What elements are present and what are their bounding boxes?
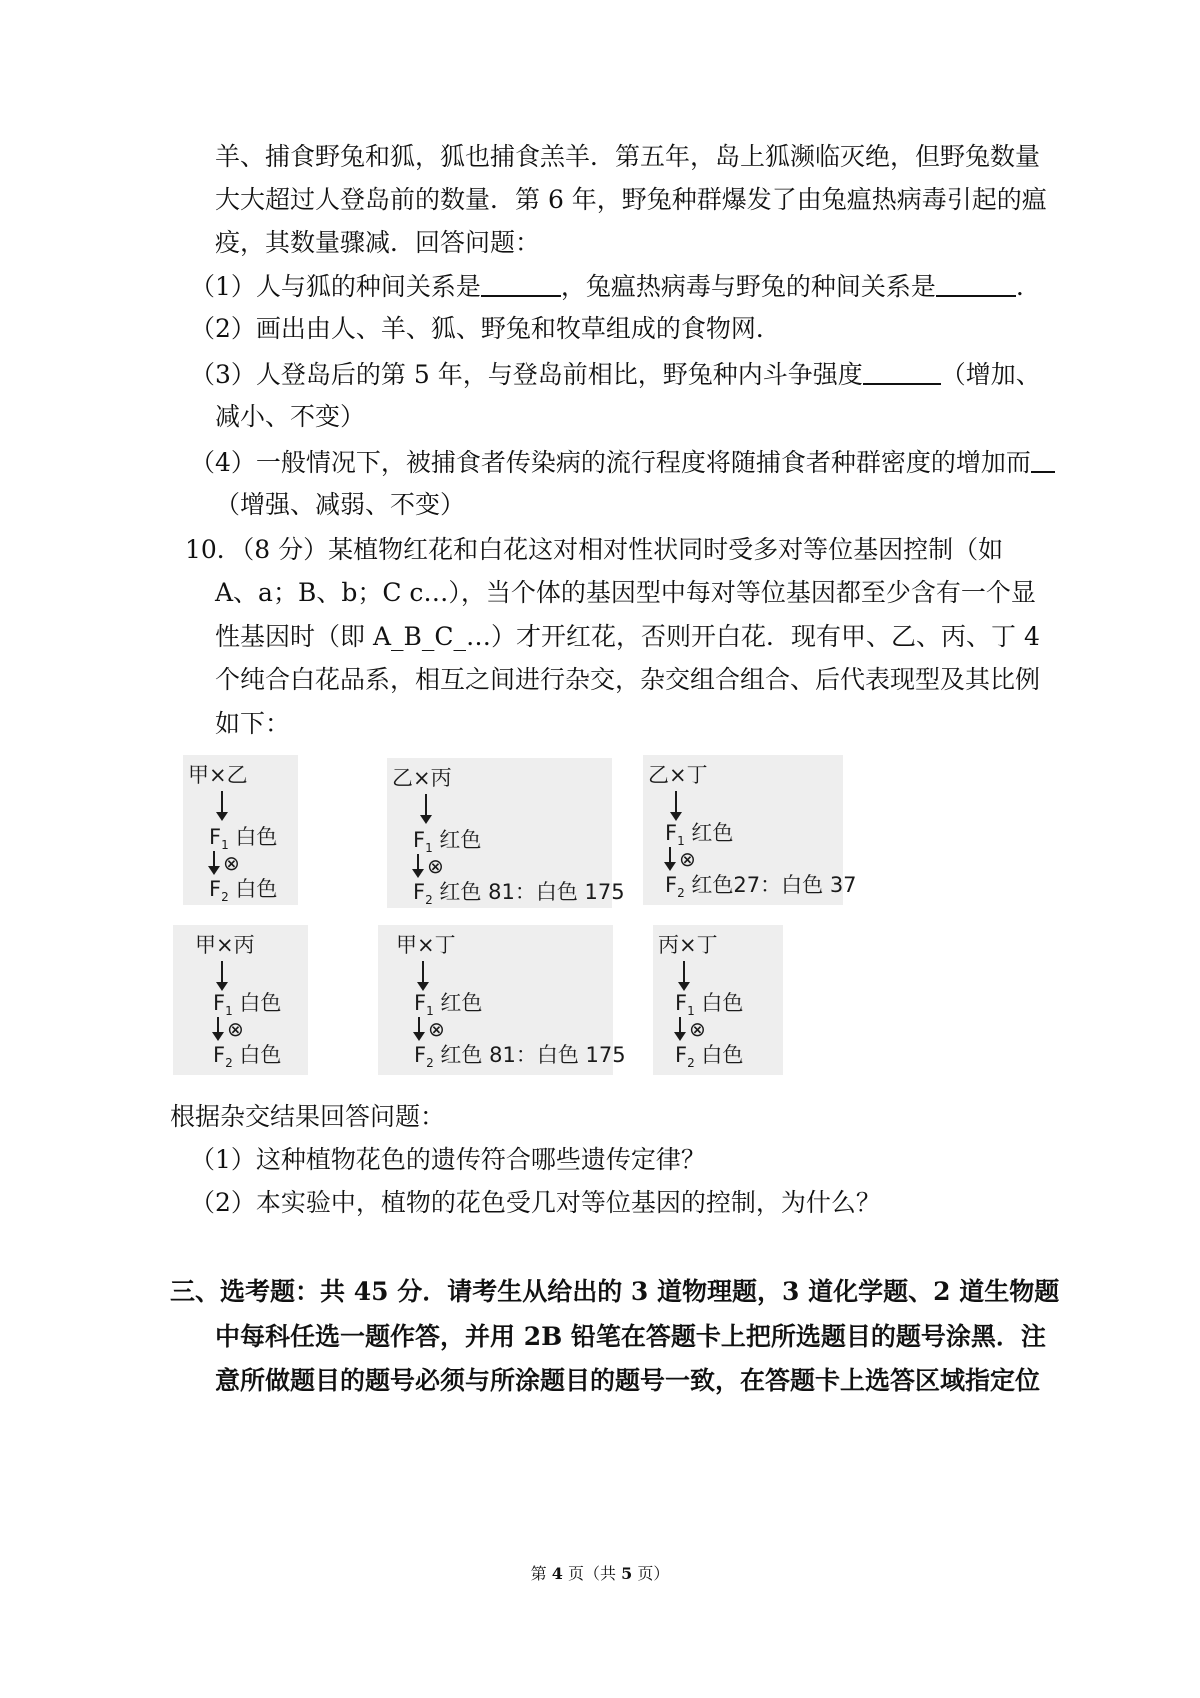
arrow-down-icon <box>417 854 419 874</box>
arrow-down-icon <box>683 961 685 987</box>
page-footer: 第 4 页（共 5 页） <box>530 1564 670 1583</box>
f2-result: $F_2$ 白色 <box>209 877 278 905</box>
q10-line-2: A、a；B、b；C c…），当个体的基因型中每对等位基因都至少含有一个显 <box>215 578 1036 607</box>
cross-parents: 乙×丙 <box>392 766 452 790</box>
q10-line-5: 如下： <box>215 709 291 738</box>
cross-diagram <box>173 925 308 1075</box>
q9-part-3-cont: 减小、不变） <box>215 402 366 431</box>
cross-diagram <box>387 758 625 908</box>
cross-diagram <box>183 755 298 905</box>
arrow-down-icon <box>425 794 427 820</box>
self-cross-icon: ⊗ <box>223 851 240 875</box>
cross-parents: 甲×乙 <box>188 763 248 787</box>
cross-parents: 甲×丁 <box>396 933 456 957</box>
arrow-down-icon <box>213 851 215 871</box>
q10-part-1: （1）这种植物花色的遗传符合哪些遗传定律？ <box>190 1145 706 1174</box>
intro-line-3: 疫，其数量骤减．回答问题： <box>215 228 541 257</box>
f1-result: $F_1$ 红色 <box>665 821 734 849</box>
arrow-down-icon <box>669 847 671 867</box>
arrow-down-icon <box>422 961 424 987</box>
page-total: 5 <box>621 1564 633 1583</box>
answer-blank[interactable] <box>863 357 941 385</box>
q10-prompt: 根据杂交结果回答问题： <box>170 1102 446 1131</box>
section3-line-2: 中每科任选一题作答，并用 2B 铅笔在答题卡上把所选题目的题号涂黑．注 <box>215 1322 1046 1351</box>
f1-result: $F_1$ 白色 <box>213 991 282 1019</box>
cross-diagram <box>378 925 626 1075</box>
f2-result: $F_2$ 红色 81：白色 175 <box>414 1043 626 1071</box>
q10-part-2: （2）本实验中，植物的花色受几对等位基因的控制，为什么？ <box>190 1188 881 1217</box>
self-cross-icon: ⊗ <box>427 854 444 878</box>
arrow-down-icon <box>675 791 677 817</box>
f2-result: $F_2$ 红色 81：白色 175 <box>413 880 625 908</box>
f1-result: $F_1$ 白色 <box>209 825 278 853</box>
self-cross-icon: ⊗ <box>679 847 696 871</box>
q10-line-3: 性基因时（即 A_B_C_…）才开红花，否则开白花．现有甲、乙、丙、丁 4 <box>215 622 1040 651</box>
arrow-down-icon <box>221 961 223 987</box>
answer-blank[interactable] <box>481 269 561 297</box>
cross-parents: 乙×丁 <box>648 763 708 787</box>
self-cross-icon: ⊗ <box>428 1017 445 1041</box>
self-cross-icon: ⊗ <box>689 1017 706 1041</box>
f2-result: $F_2$ 白色 <box>675 1043 744 1071</box>
cross-diagram <box>643 755 857 905</box>
page-number: 4 <box>551 1564 563 1583</box>
q9-part-4: （4）一般情况下，被捕食者传染病的流行程度将随捕食者种群密度的增加而 <box>190 445 1055 480</box>
f2-result: $F_2$ 白色 <box>213 1043 282 1071</box>
q9-part-1: （1）人与狐的种间关系是 ，兔瘟热病毒与野兔的种间关系是 ． <box>190 269 1041 304</box>
q10-line-4: 个纯合白花品系，相互之间进行杂交，杂交组合组合、后代表现型及其比例 <box>215 665 1041 694</box>
cross-parents: 甲×丙 <box>195 933 255 957</box>
cross-diagram <box>653 925 783 1075</box>
intro-line-2: 大大超过人登岛前的数量．第 6 年，野兔种群爆发了由兔瘟热病毒引起的瘟 <box>215 185 1047 214</box>
arrow-down-icon <box>217 1017 219 1037</box>
self-cross-icon: ⊗ <box>227 1017 244 1041</box>
intro-line-1: 羊、捕食野兔和狐，狐也捕食羔羊．第五年，岛上狐濒临灭绝，但野兔数量 <box>215 142 1041 171</box>
arrow-down-icon <box>418 1017 420 1037</box>
q9-part-2: （2）画出由人、羊、狐、野兔和牧草组成的食物网． <box>190 314 781 343</box>
answer-blank[interactable] <box>1031 445 1055 473</box>
f2-result: $F_2$ 红色27：白色 37 <box>665 873 857 901</box>
f1-result: $F_1$ 红色 <box>414 991 483 1019</box>
section3-line-3: 意所做题目的题号必须与所涂题目的题号一致，在答题卡上选答区域指定位 <box>215 1366 1041 1395</box>
f1-result: $F_1$ 红色 <box>413 828 482 856</box>
arrow-down-icon <box>221 791 223 817</box>
arrow-down-icon <box>679 1017 681 1037</box>
q9-part-4-cont: （增强、减弱、不变） <box>215 490 466 519</box>
f1-result: $F_1$ 白色 <box>675 991 744 1019</box>
q9-part-3: （3）人登岛后的第 5 年，与登岛前相比，野兔种内斗争强度 （增加、 <box>190 357 1041 392</box>
q10-line-1: 10．（8 分）某植物红花和白花这对相对性状同时受多对等位基因控制（如 <box>185 535 1004 564</box>
answer-blank[interactable] <box>936 269 1016 297</box>
section3-line-1: 三、选考题：共 45 分．请考生从给出的 3 道物理题，3 道化学题、2 道生物题 <box>170 1277 1060 1306</box>
cross-parents: 丙×丁 <box>658 933 718 957</box>
